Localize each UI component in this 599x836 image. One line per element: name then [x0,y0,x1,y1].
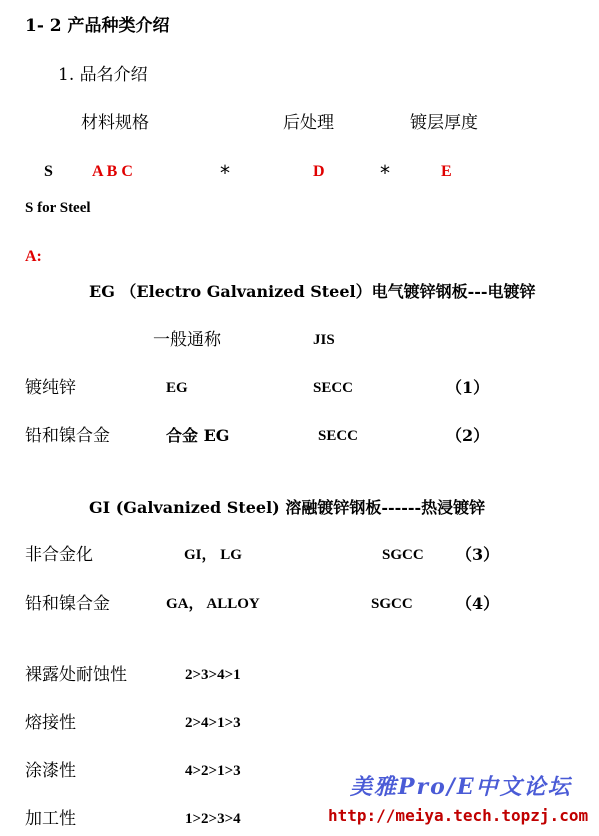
code-abc: A B C [92,163,133,180]
gi-row-1-type: 非合金化 [25,545,93,565]
eg-heading: EG （Electro Galvanized Steel）电气镀锌钢板---电镀锌 [89,282,536,301]
property-3-name: 涂漆性 [25,761,76,781]
header-coating-thickness: 镀层厚度 [410,113,478,133]
a-label: A: [25,248,42,265]
gi-row-2-number: （4） [456,594,500,613]
code-s: S [44,163,53,180]
property-4-rank: 1>2>3>4 [185,811,241,827]
eg-row-2-number: （2） [446,426,490,445]
section-title: 1- 2 产品种类介绍 [25,16,170,36]
eg-row-1-general: EG [166,380,188,396]
header-post-treatment: 后处理 [283,113,334,133]
gi-heading: GI (Galvanized Steel) 溶融镀锌钢板------热浸镀锌 [89,498,486,517]
gi-row-1-jis: SGCC [382,547,424,563]
eg-row-1-jis: SECC [313,380,354,396]
property-2-rank: 2>4>1>3 [185,715,241,731]
code-star-2: * [380,161,390,185]
s-for-steel-note: S for Steel [25,200,91,216]
header-material: 材料规格 [81,113,149,133]
property-1-rank: 2>3>4>1 [185,667,241,683]
code-d: D [313,163,325,180]
watermark-url: http://meiya.tech.topzj.com [328,806,589,825]
code-star-1: * [220,161,230,185]
eg-row-2-type: 铅和镍合金 [25,426,110,446]
property-2-name: 熔接性 [25,713,76,733]
property-3-rank: 4>2>1>3 [185,763,241,779]
gi-row-1-general: GI， LG [184,547,242,563]
gi-row-2-type: 铅和镍合金 [25,594,110,614]
gi-row-2-general: GA， ALLOY [166,596,260,612]
property-4-name: 加工性 [25,809,76,829]
eg-col-general-name: 一般通称 [153,330,221,350]
subsection-title: 1. 品名介绍 [58,65,148,85]
property-1-name: 裸露处耐蚀性 [25,665,127,685]
eg-row-2-general: 合金 EG [166,426,230,445]
eg-col-jis: JIS [313,332,335,348]
eg-row-2-jis: SECC [318,428,359,444]
gi-row-2-jis: SGCC [371,596,413,612]
code-e: E [441,163,452,180]
watermark-title: 美雅Pro/E中文论坛 [350,774,572,800]
gi-row-1-number: （3） [456,545,500,564]
eg-row-1-number: （1） [446,378,490,397]
eg-row-1-type: 镀纯锌 [25,378,76,398]
